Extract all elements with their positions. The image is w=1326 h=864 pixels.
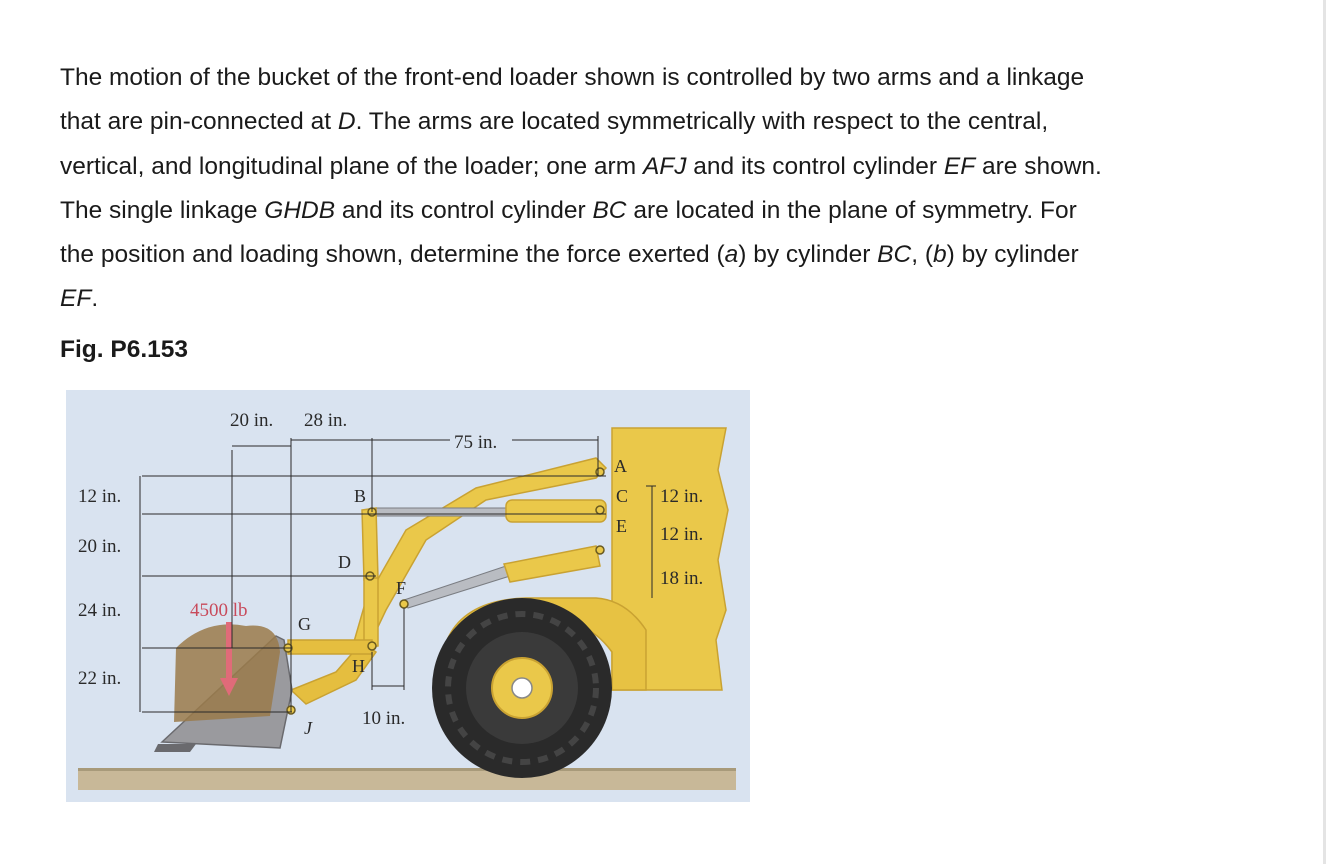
link-bd xyxy=(362,508,378,580)
text: ) by cylinder xyxy=(946,241,1079,269)
text: , ( xyxy=(911,241,933,269)
ground xyxy=(78,768,736,790)
math-var: D xyxy=(337,108,356,136)
math-var: BC xyxy=(877,241,912,269)
pin-e xyxy=(596,546,604,554)
text: and its control cylinder xyxy=(686,152,944,180)
dim-12in-right-2: 12 in. xyxy=(660,524,704,545)
text: the position and loading shown, determine the force exerted ( xyxy=(60,241,725,269)
text: vertical, and longitudinal plane of the loader; one arm xyxy=(60,152,643,180)
dim-20in-left: 20 in. xyxy=(78,536,122,557)
dim-10in: 10 in. xyxy=(362,708,406,729)
text: The motion of the bucket of the front-end loader shown is controlled by two arms and a linkage xyxy=(60,64,1085,91)
point-j-label: J xyxy=(304,718,312,738)
dim-12in-right-1: 12 in. xyxy=(660,486,704,507)
problem-line xyxy=(60,233,1270,277)
pin-f xyxy=(400,600,408,608)
cylinder-bc-barrel xyxy=(506,500,606,522)
problem-statement xyxy=(60,56,1270,322)
dim-28in: 28 in. xyxy=(304,410,348,431)
pin-h xyxy=(368,642,376,650)
pin-c xyxy=(596,506,604,514)
text: are shown. xyxy=(975,152,1102,180)
point-h-label: H xyxy=(352,656,365,676)
problem-line xyxy=(60,145,1270,189)
load-label: 4500 lb xyxy=(190,600,248,621)
dim-75in: 75 in. xyxy=(454,432,498,453)
text: ) by cylinder xyxy=(738,241,878,269)
problem-line xyxy=(60,189,1270,233)
math-var: AFJ xyxy=(642,152,687,180)
text: are located in the plane of symmetry. For xyxy=(626,196,1077,224)
math-var: a xyxy=(724,241,739,269)
link-dh xyxy=(364,578,378,648)
bucket-lip xyxy=(154,744,196,752)
link-gh xyxy=(288,640,372,654)
problem-line xyxy=(60,56,1270,100)
text: . The arms are located symmetrically with respect to the central, xyxy=(355,108,1049,136)
dim-22in-left: 22 in. xyxy=(78,668,122,689)
dim-24in-left: 24 in. xyxy=(78,600,122,621)
problem-line xyxy=(60,100,1270,144)
point-a-label: A xyxy=(614,456,627,476)
problem-line xyxy=(60,277,1270,321)
point-f-label: F xyxy=(396,578,407,598)
text: that are pin-connected at xyxy=(60,108,338,136)
point-b-label: B xyxy=(354,486,367,506)
text: . xyxy=(91,285,99,313)
point-e-label: E xyxy=(616,516,627,536)
text: and its control cylinder xyxy=(335,196,593,224)
point-d-label: D xyxy=(338,552,351,572)
math-var: BC xyxy=(592,196,627,224)
dim-18in-right: 18 in. xyxy=(660,568,704,589)
dim-20in-top: 20 in. xyxy=(230,410,274,431)
text: The single linkage xyxy=(60,196,265,224)
dim-12in-left: 12 in. xyxy=(78,486,122,507)
cylinder-bc-rod xyxy=(372,508,512,516)
math-var: b xyxy=(933,241,947,269)
hub-cap xyxy=(512,678,532,698)
math-var: EF xyxy=(60,285,92,313)
loader-diagram xyxy=(66,390,750,802)
pin-a xyxy=(596,468,604,476)
point-c-label: C xyxy=(616,486,629,506)
ground-edge xyxy=(78,768,736,771)
math-var: GHDB xyxy=(264,196,336,224)
cylinder-ef-barrel xyxy=(504,546,600,582)
point-g-label: G xyxy=(298,614,311,634)
figure-label: Fig. P6.153 xyxy=(60,336,189,363)
math-var: EF xyxy=(943,152,976,180)
loader-figure xyxy=(66,390,750,802)
